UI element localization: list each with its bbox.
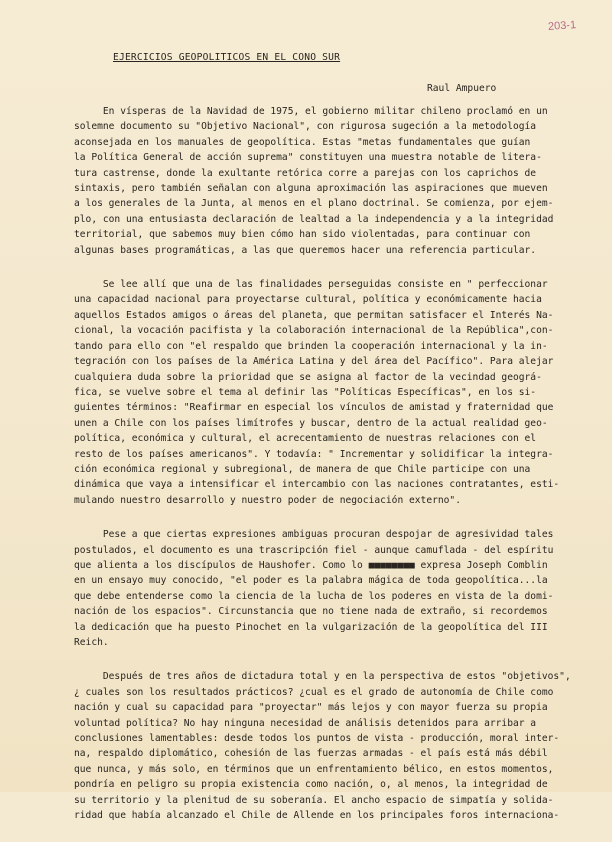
text-line: que alienta a los discípulos de Haushofer. Como lo ■■■■■■■■ expresa Joseph Comblin [74, 559, 548, 571]
paragraph [74, 669, 602, 823]
text-line: que nunca, y más solo, en términos que un enfrentamiento bélico, en estos momentos, [74, 763, 554, 775]
text-line: cualquiera duda sobre la prioridad que se asigna al factor de la vecindad geográ- [74, 371, 542, 383]
document-body [74, 104, 602, 842]
text-line: plo, con una entusiasta declaración de lealtad a la independencia y a la integridad [74, 213, 554, 225]
text-line: voluntad política? No hay ninguna necesidad de análisis detenidos para arribar a [74, 717, 537, 729]
text-line: cional, la vocación pacifista y la colaboración internacional de la República",con- [74, 325, 554, 337]
text-line: unen a Chile con los países limítrofes y buscar, dentro de la actual realidad geo- [74, 417, 548, 429]
text-line: pondría en peligro su propia existencia como nación, o, al menos, la integridad de [74, 779, 548, 791]
text-line: guientes términos: "Reafirmar en especial los vínculos de amistad y fraternidad que [74, 402, 554, 414]
text-line: aconsejada en los manuales de geopolítica. Estas "metas fundamentales que guían [74, 136, 531, 148]
text-line: solemne documento su "Objetivo Nacional", con rigurosa sugeción a la metodología [74, 121, 537, 133]
text-line: tura castrense, donde la exultante retórica corre a parejas con los caprichos de [74, 167, 537, 179]
text-line: a los generales de la Junta, al menos en el plano doctrinal. Se comienza, por ejem- [74, 198, 554, 210]
text-line: una capacidad nacional para proyectarse cultural, política y económicamente hacia [74, 294, 542, 306]
text-line: la Política General de acción suprema" constituyen una muestra notable de litera- [74, 152, 542, 164]
text-line: territorial, que sabemos muy bien cómo han sido violentadas, para continuar con [74, 229, 531, 241]
paragraph [74, 104, 602, 258]
paragraph [74, 527, 602, 650]
text-line: fica, se vuelve sobre el tema al definir las "Políticas Específicas", en los si- [74, 386, 537, 398]
text-line: ción económica regional y subregional, de manera de que Chile participe con una [74, 463, 531, 475]
text-line: mulando nuestro desarrollo y nuestro poder de negociación externo". [74, 494, 461, 506]
text-line: que debe entenderse como la ciencia de la lucha de los poderes en vista de la domi- [74, 590, 554, 602]
text-line: En vísperas de la Navidad de 1975, el gobierno militar chileno proclamó en un [74, 106, 548, 117]
text-line: su territorio y la plenitud de su soberanía. El ancho espacio de simpatía y solida- [74, 794, 554, 806]
text-line: nación de los espacios". Circunstancia que no tiene nada de extraño, si recordemos [74, 606, 548, 618]
text-line: ridad que había alcanzado el Chile de Allende en los principales foros internaciona- [74, 810, 560, 822]
text-line: aquellos Estados amigos o áreas del planeta, que permitan satisfacer el Interés Na- [74, 309, 554, 321]
text-line: tando para ello con "el respaldo que brinden la cooperación internacional y la in- [74, 340, 548, 352]
text-line: resto de los países americanos". Y todavía: " Incrementar y solidificar la integra- [74, 448, 554, 460]
text-line: na, respaldo diplomático, cohesión de las fuerzas armadas - el país está más débil [74, 748, 548, 760]
text-line: Después de tres años de dictadura total y en la perspectiva de estos "objetivos", [74, 671, 571, 683]
text-line: algunas bases programáticas, a las que queremos hacer una referencia particular. [74, 244, 537, 256]
text-line: sintaxis, pero también señalan con alguna aproximación las aspiraciones que mueven [74, 183, 548, 195]
text-line: nación y cual su capacidad para "proyectar" más lejos y con mayor fuerza su propia [74, 702, 548, 714]
text-line: postulados, el documento es una trascripción fiel - aunque camuflada - del espíritu [74, 544, 554, 556]
text-line: Reich. [74, 637, 109, 648]
text-line: conclusiones lamentables: desde todos los puntos de vista - producción, moral inter- [74, 733, 560, 745]
text-line: ¿ cuales son los resultados prácticos? ¿cual es el grado de autonomía de Chile como [74, 686, 554, 698]
paragraph [74, 277, 602, 508]
author-name: Raul Ampuero [427, 83, 497, 94]
text-line: dinámica que vaya a intensificar el intercambio con las naciones contratantes, esti- [74, 479, 560, 491]
text-line: Pese a que ciertas expresiones ambiguas procuran despojar de agresividad tales [74, 529, 554, 541]
text-line: tegración con los países de la América Latina y del área del Pacífico". Para alejar [74, 356, 554, 368]
text-line: la dedicación que ha puesto Pinochet en la vulgarización de la geopolítica del III [74, 621, 548, 633]
text-line: en un ensayo muy conocido, "el poder es la palabra mágica de toda geopolítica...la [74, 575, 548, 587]
handwritten-reference-number: 203-1 [547, 19, 577, 33]
text-line: Se lee allí que una de las finalidades perseguidas consiste en " perfeccionar [74, 279, 548, 291]
text-line: política, económica y cultural, el acrecentamiento de nuestras relaciones con el [74, 433, 537, 445]
document-title: EJERCICIOS GEOPOLITICOS EN EL CONO SUR [113, 52, 341, 63]
